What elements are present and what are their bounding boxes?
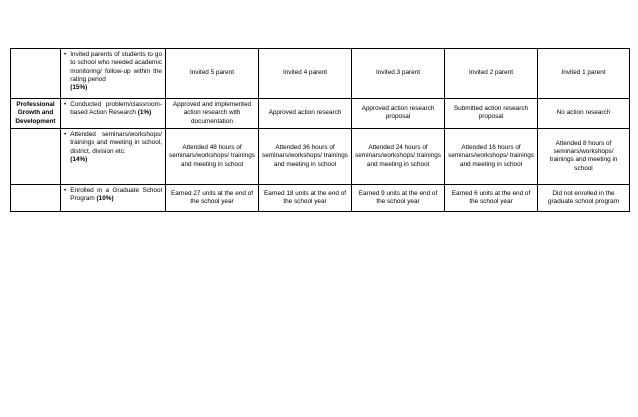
area-cell-empty xyxy=(11,49,61,99)
table-row xyxy=(11,99,630,129)
criterion-cell xyxy=(61,184,166,211)
level-2-cell: Invited 2 parent xyxy=(445,49,538,99)
criterion-weight: (10%) xyxy=(96,195,114,203)
bullet-icon: • xyxy=(64,51,67,58)
rubric-table xyxy=(10,48,630,212)
level-5-cell: Attended 48 hours of seminars/workshops/ trainings and meeting in school xyxy=(166,128,259,184)
criterion-cell xyxy=(61,49,166,99)
level-3-cell: Earned 9 units at the end of the school year xyxy=(352,184,445,211)
level-1-cell: Invited 1 parent xyxy=(538,49,630,99)
criterion-text: Conducted problem/classroom-based Action Research xyxy=(70,101,162,117)
level-1-cell: Did not enrolled in the graduate school program xyxy=(538,184,630,211)
level-4-cell: Approved action research xyxy=(259,99,352,129)
level-4-cell: Invited 4 parent xyxy=(259,49,352,99)
criterion-text: Invited parents of students to go to school who needed academic monitoring/ follow-up within the rating period xyxy=(70,51,162,83)
criterion-weight: (1%) xyxy=(137,109,152,117)
level-3-cell: Attended 24 hours of seminars/workshops/ trainings and meeting in school xyxy=(352,128,445,184)
criterion-weight: (15%) xyxy=(70,84,88,92)
criterion-cell xyxy=(61,99,166,129)
table-row xyxy=(11,49,630,99)
bullet-icon: • xyxy=(64,186,67,194)
level-3-cell: Invited 3 parent xyxy=(352,49,445,99)
level-1-cell: Attended 8 hours of seminars/workshops/ trainings and meeting in school xyxy=(538,128,630,184)
level-5-cell: Earned 27 units at the end of the school year xyxy=(166,184,259,211)
level-3-cell: Approved action research proposal xyxy=(352,99,445,129)
level-2-cell: Attended 16 hours of seminars/workshops/ trainings and meeting in school xyxy=(445,128,538,184)
criterion-weight: (14%) xyxy=(70,155,88,163)
table-row xyxy=(11,184,630,211)
bullet-icon: • xyxy=(64,130,67,138)
level-4-cell: Earned 18 units at the end of the school year xyxy=(259,184,352,211)
area-cell-empty xyxy=(11,184,61,211)
criterion-text: Enrolled in a Graduate School Program xyxy=(70,186,162,203)
level-5-cell: Invited 5 parent xyxy=(166,49,259,99)
area-label: Professional Growth and Development xyxy=(11,99,61,129)
criterion-text: Attended seminars/workshops/ trainings and meeting in school, district, division etc. xyxy=(70,130,162,155)
bullet-icon: • xyxy=(64,101,67,108)
level-4-cell: Attended 36 hours of seminars/workshops/ trainings and meeting in school xyxy=(259,128,352,184)
level-2-cell: Earned 6 units at the end of the school year xyxy=(445,184,538,211)
level-2-cell: Submitted action research proposal xyxy=(445,99,538,129)
table-row xyxy=(11,128,630,184)
criterion-cell xyxy=(61,128,166,184)
level-5-cell: Approved and implemented action research with documentation xyxy=(166,99,259,129)
level-1-cell: No action research xyxy=(538,99,630,129)
area-cell-empty xyxy=(11,128,61,184)
